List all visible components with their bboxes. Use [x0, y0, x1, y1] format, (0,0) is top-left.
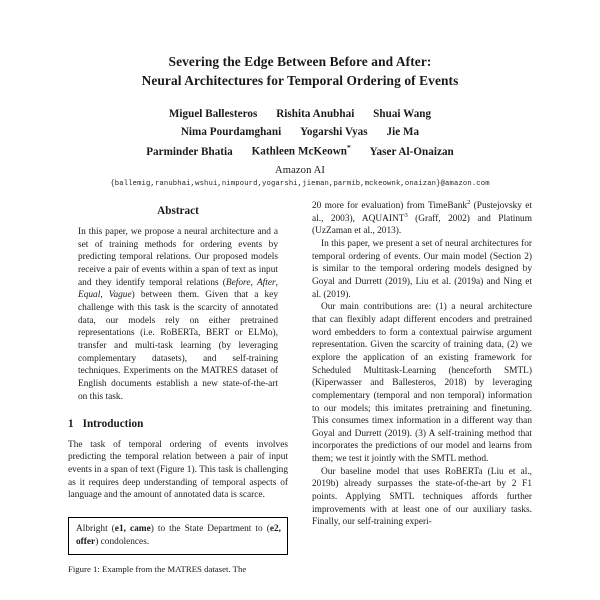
right-paragraph-4: Our baseline model that uses RoBERTa (Liu et al., 2019b) already surpasses the state-of-the-art by 2 F1 points. Applying SMTL techniques affords further improvements with at least one of our auxiliary tasks. Finally, our self-training experi- [312, 466, 532, 528]
figure-example-box [68, 517, 288, 555]
section-title: Introduction [82, 418, 144, 431]
author: Parminder Bhatia [146, 145, 233, 158]
author: Rishita Anubhai [276, 108, 355, 121]
author: Jie Ma [386, 126, 420, 139]
event-e2: e2, offer [76, 523, 281, 547]
figure-text-part: ) condolences. [95, 536, 150, 547]
author-emails: {ballemig,ranubhai,wshui,nimpourd,yogarshi,jieman,parmib,mckeownk,onaizan}@amazon.com [110, 179, 490, 188]
abstract-text [78, 226, 278, 403]
figure-text-part: Albright ( [76, 523, 115, 534]
text-part: (Pustejovsky et al., 2003), AQUAINT [312, 201, 532, 224]
right-paragraph-3: Our main contributions are: (1) a neural architecture that can flexibly adapt different encoders and pretrained word embedders to form a contextual pairwise argument representation. Given the scarcity of training data, (2) we explore the application of an existing framework for Scheduled Multitask-Learning (henceforth SMTL) (Kiperwasser and Ballesteros, 2018) by leveraging complementary (temporal and non temporal) information to our models; this imitates pretraining and finetuning. This consumes timex information in a different way than Goyal and Durrett (2019). (3) A self-training method that incorporates the predictions of our model and learns from them; we test it jointly with the SMTL method. [312, 302, 532, 465]
affiliation: Amazon AI [274, 164, 326, 176]
right-paragraph-continued [312, 200, 532, 238]
footnote-marker-3: 3 [404, 211, 408, 219]
relation-vague: Vague [108, 290, 132, 301]
title-line-1: Severing the Edge Between Before and After: [168, 54, 432, 69]
figure-caption: Figure 1: Example from the MATRES dataset. The [68, 564, 247, 575]
figure-text-part: ) to the State Department to ( [150, 523, 270, 534]
footnote-marker-2: 2 [467, 200, 471, 206]
author: Shuai Wang [373, 108, 432, 121]
author-row [62, 106, 538, 124]
page-title [62, 52, 538, 90]
abstract-part: In this paper, we propose a neural architecture and a set of training methods for ordering events by predicting temporal relations. Our proposed models receive a pair of events within a span of text as input and they identify temporal relations ( [78, 227, 278, 288]
abstract-part: , [100, 290, 109, 301]
author: Miguel Ballesteros [168, 108, 258, 121]
author: Yogarshi Vyas [300, 126, 368, 139]
title-block [0, 0, 600, 188]
abstract-part: , [250, 277, 257, 288]
abstract-part: , [275, 277, 278, 288]
right-column [312, 200, 532, 600]
author-starred-name: Kathleen McKeown [251, 145, 347, 158]
title-line-2: Neural Architectures for Temporal Ordering of Events [141, 73, 459, 89]
section-number: 1 [68, 418, 74, 431]
author-starred [252, 142, 351, 162]
abstract-body [78, 226, 278, 403]
author: Yaser Al-Onaizan [369, 145, 454, 158]
author-list [62, 106, 538, 162]
section-heading-introduction [68, 418, 288, 431]
abstract-part: ) between them. Given that a key challenge with this task is the scarcity of annotated data, our models rely on either pretrained representations (i.e. RoBERTa, BERT or ELMo), transfer and multi-task learning (by leveraging complementary datasets), and self-training techniques. Experiments on the MATRES dataset of English documents establish a new state-of-the-art on this task. [78, 290, 279, 402]
author-row [62, 142, 538, 162]
text-part: (Graff, 2002) and Platinum (UzZaman et al., 2013). [312, 213, 532, 237]
right-paragraph-2: In this paper, we present a set of neural architectures for temporal ordering of events. Our main model (Section 2) is similar to the temporal ordering models designed by Goyal and Durrett (2019), Liu et al. (2019a) and Ning et al. (2019). [312, 238, 532, 300]
abstract-heading: Abstract [157, 205, 199, 217]
relation-equal: Equal [78, 290, 101, 301]
left-column [68, 200, 288, 600]
author-footnote-marker: * [346, 143, 351, 152]
author: Nima Pourdamghani [180, 126, 282, 139]
figure-example-text [76, 523, 281, 549]
event-e1: e1, came [114, 523, 151, 534]
intro-paragraph-1: The task of temporal ordering of events involves predicting the temporal relation between a pair of input events in a span of text (Figure 1). This task is challenging as it requires deep understanding of temporal aspects of language and the amount of annotated data is scarce. [68, 439, 288, 501]
relation-before: Before [225, 277, 251, 288]
author-row [62, 124, 538, 142]
relation-after: After [256, 277, 276, 288]
body-columns [0, 200, 600, 600]
text-part: 20 more for evaluation) from TimeBank [312, 201, 468, 211]
